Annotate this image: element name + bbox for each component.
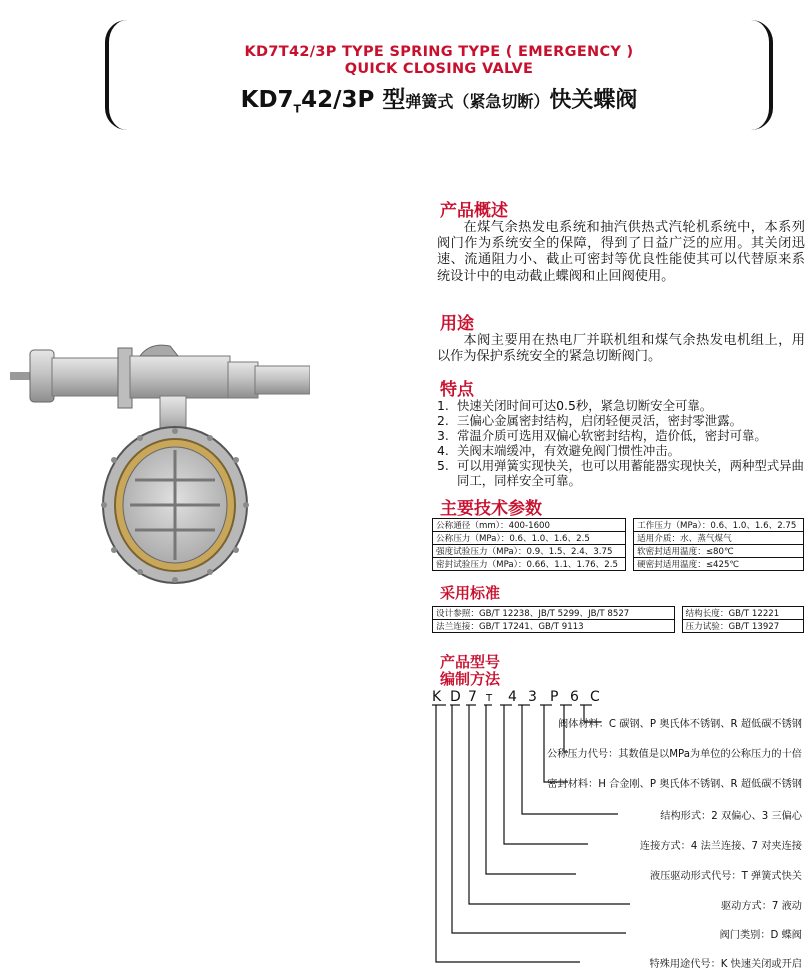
item-number: 2. — [437, 413, 449, 428]
table-cell: 设计参照：GB/T 12238、JB/T 5299、JB/T 8527 — [433, 607, 675, 620]
usage-title: 用途 — [440, 314, 474, 334]
code-label-structure: 结构形式：2 双偏心、3 三偏心 — [660, 811, 802, 822]
item-text: 快速关闭时间可达0.5秒，紧急切断安全可靠。 — [457, 398, 713, 413]
code-char: 7 — [468, 689, 477, 705]
usage-paragraph: 本阀主要用在热电厂并联机组和煤气余热发电机组上，用以作为保护系统安全的紧急切断阀门。 — [437, 333, 805, 365]
english-title-line-2: QUICK CLOSING VALVE — [344, 61, 534, 77]
item-text: 可以用弹簧实现快关，也可以用蓄能器实现快关，两种型式异曲同工，同样安全可靠。 — [457, 458, 804, 488]
code-char: K — [432, 689, 442, 705]
model-subscript: T — [293, 102, 302, 116]
model-prefix: KD7 — [240, 87, 294, 113]
item-number: 1. — [437, 398, 449, 413]
code-char: 4 — [508, 689, 517, 705]
table-cell: 适用介质：水、蒸气煤气 — [634, 532, 804, 545]
tech-params-title: 主要技术参数 — [440, 499, 542, 519]
code-label-connection: 连接方式：4 法兰连接、7 对夹连接 — [639, 841, 802, 852]
code-label-drive-form: 液压驱动形式代号：T 弹簧式快关 — [649, 871, 802, 882]
table-cell: 公称压力（MPa）：0.6、1.0、1.6、2.5 — [433, 532, 626, 545]
item-number: 4. — [437, 443, 449, 458]
item-text: 常温介质可选用双偏心软密封结构，造价低，密封可靠。 — [457, 428, 767, 443]
table-cell: 密封试验压力（MPa）：0.66、1.1、1.76、2.5 — [433, 558, 626, 571]
overview-paragraph: 在煤气余热发电系统和抽汽供热式汽轮机系统中，本系列阀门作为系统安全的保障，得到了日益广泛的应用。其关闭迅速、流通阻力小、截止可密封等优良性能使其可以代替原来系统设计中的电动截止蝶阀和止回阀使用。 — [437, 220, 805, 284]
item-text: 关阀末端缓冲，有效避免阀门惯性冲击。 — [457, 443, 681, 458]
item-number: 5. — [437, 458, 449, 473]
code-label-nominal-pressure: 公称压力代号：其数值是以MPa为单位的公称压力的十倍 — [546, 749, 802, 760]
code-char: D — [450, 689, 461, 705]
item-text: 三偏心金属密封结构，启闭轻便灵活，密封零泄露。 — [457, 413, 742, 428]
table-cell: 结构长度：GB/T 12221 — [682, 607, 804, 620]
standards-title: 采用标准 — [440, 584, 501, 602]
code-label-body-material: 阀体材料：C 碳钢、P 奥氏体不锈钢、R 超低碳不锈钢 — [558, 719, 802, 730]
code-label-drive-mode: 驱动方式：7 液动 — [720, 901, 802, 912]
english-title-line-1: KD7T42/3P TYPE SPRING TYPE ( EMERGENCY ) — [244, 44, 634, 60]
item-number: 3. — [437, 428, 449, 443]
model-code-title: 产品型号 — [440, 653, 501, 671]
code-char: 6 — [570, 689, 579, 705]
table-cell: 工作压力（MPa）：0.6、1.0、1.6、2.75 — [634, 519, 804, 532]
valve-type: 弹簧式（紧急切断） — [405, 92, 550, 111]
code-char: C — [590, 689, 600, 705]
model-code-subtitle: 编制方法 — [440, 670, 501, 688]
code-label-valve-category: 阀门类别：D 蝶阀 — [719, 930, 802, 941]
code-char: T — [486, 693, 493, 704]
model-suffix: 42/3P 型 — [301, 87, 406, 113]
code-label-special-use: 特殊用途代号：K 快速关闭或开启 — [649, 959, 802, 970]
code-char: P — [550, 689, 559, 705]
table-cell: 软密封适用温度：≤80℃ — [634, 545, 804, 558]
table-cell: 硬密封适用温度：≤425℃ — [634, 558, 804, 571]
table-cell: 公称通径（mm）：400-1600 — [433, 519, 626, 532]
table-cell: 法兰连接：GB/T 17241、GB/T 9113 — [433, 620, 675, 633]
table-cell: 强度试验压力（MPa）：0.9、1.5、2.4、3.75 — [433, 545, 626, 558]
table-cell: 压力试验：GB/T 13927 — [682, 620, 804, 633]
code-char: 3 — [528, 689, 537, 705]
overview-title: 产品概述 — [440, 201, 508, 221]
features-title: 特点 — [440, 380, 474, 400]
code-label-seal-material: 密封材料：H 合金刚、P 奥氏体不锈钢、R 超低碳不锈钢 — [547, 779, 802, 790]
valve-name: 快关蝶阀 — [549, 88, 638, 113]
